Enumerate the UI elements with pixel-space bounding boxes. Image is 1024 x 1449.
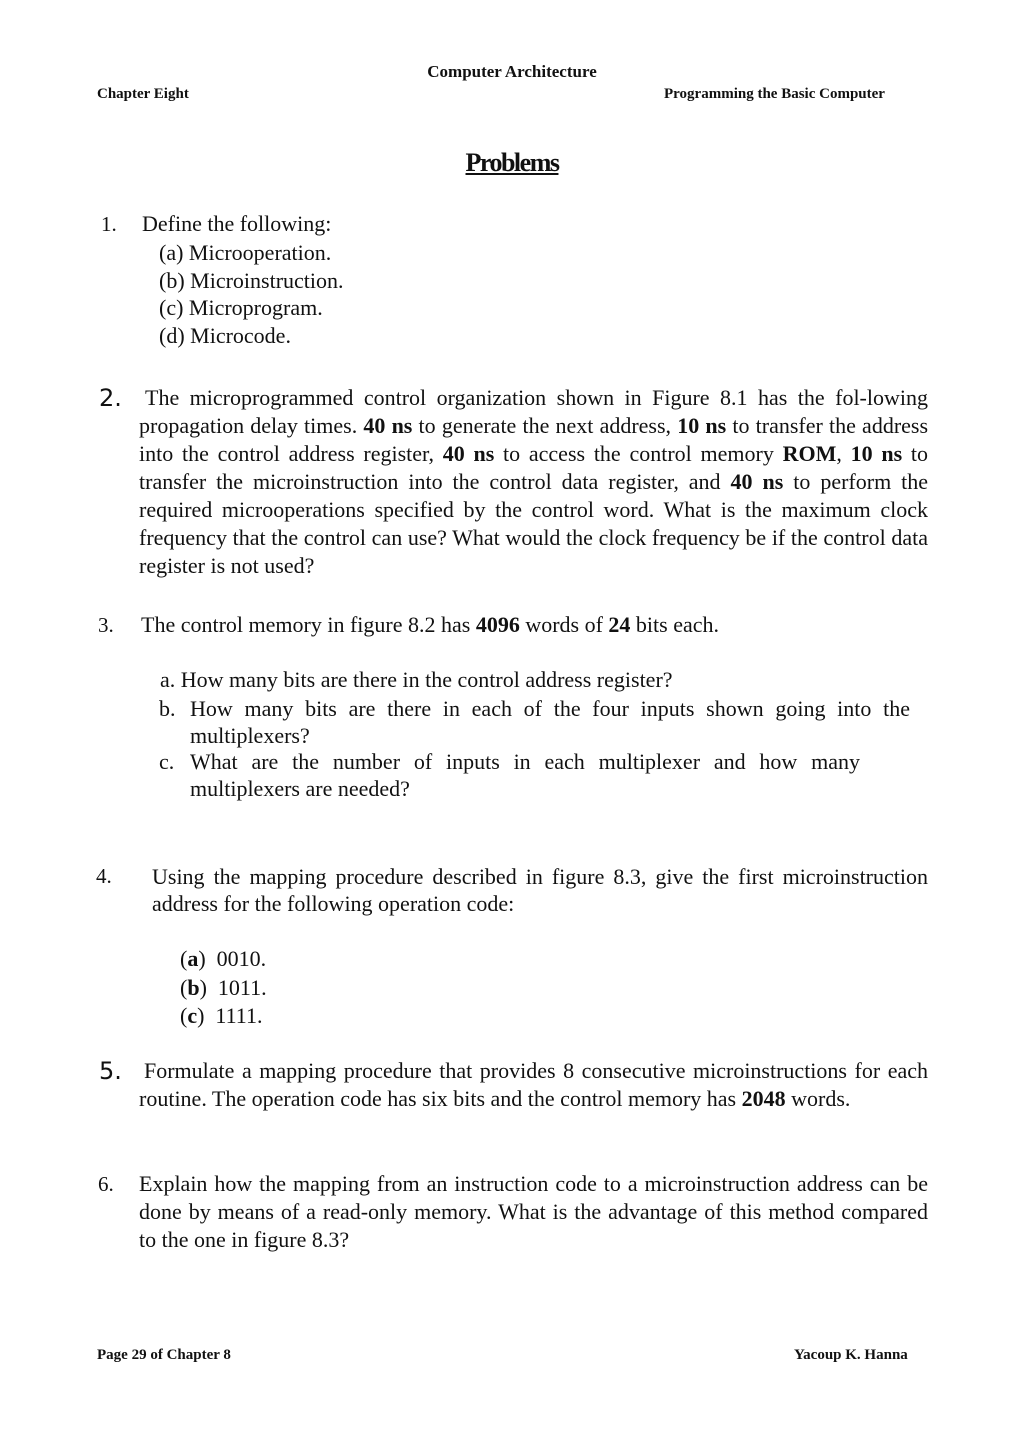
problem-number: 3. <box>98 613 114 637</box>
header-section: Programming the Basic Computer <box>664 86 885 102</box>
header-title: Computer Architecture <box>427 62 597 81</box>
header-chapter: Chapter Eight <box>97 86 189 102</box>
problem-number: 5. <box>99 1057 122 1085</box>
problem-text: The microprogrammed control organization shown in Figure 8.1 has the fol-lowing propagation delay times. 40 ns to generate the next address, 10 ns to transfer the address into the control address register, 40 ns to access the control memory ROM, 10 ns to transfer the microinstruction into the control data register, and 40 ns to perform the required microoperations specified by the control word. What is the maximum clock frequency that the control can use? What would the clock frequency be if the control data register is not used? <box>139 385 929 578</box>
footer-page: Page 29 of Chapter 8 <box>97 1347 231 1363</box>
page-title: Problems <box>465 148 559 177</box>
list-item: (d) Microcode. <box>159 323 291 348</box>
problem-text: The control memory in figure 8.2 has 4096 words of 24 bits each. <box>141 612 720 637</box>
problem-number: 6. <box>98 1172 114 1196</box>
problem-number: 4. <box>96 864 112 888</box>
problem-text: Define the following: <box>142 211 332 236</box>
list-item: (a) Microoperation. <box>159 240 332 265</box>
problem-number: 2. <box>99 384 122 412</box>
problem-text: Using the mapping procedure described in figure 8.3, give the first microinstruction address for the following operation code: <box>152 864 928 916</box>
list-item: (b) 1011. <box>180 975 267 1000</box>
list-item-label: b. <box>159 696 176 721</box>
list-item: How many bits are there in each of the four inputs shown going into the multiplexers? <box>190 696 910 748</box>
list-item: (c) Microprogram. <box>159 295 323 320</box>
list-item: (a) 0010. <box>180 946 267 971</box>
problem-number: 1. <box>101 212 117 236</box>
list-item: (b) Microinstruction. <box>159 268 344 293</box>
footer-author: Yacoup K. Hanna <box>794 1347 908 1363</box>
problem-text: Formulate a mapping procedure that provides 8 consecutive microinstructions for each routine. The operation code has six bits and the control memory has 2048 words. <box>139 1058 928 1111</box>
list-item: a. How many bits are there in the control address register? <box>160 667 673 692</box>
list-item: (c) 1111. <box>180 1003 263 1028</box>
list-item: What are the number of inputs in each multiplexer and how many multiplexers are needed? <box>190 749 860 801</box>
problem-text: Explain how the mapping from an instruction code to a microinstruction address can be done by means of a read-only memory. What is the advantage of this method compared to the one in figure 8.3? <box>139 1171 928 1252</box>
list-item-label: c. <box>159 749 175 774</box>
